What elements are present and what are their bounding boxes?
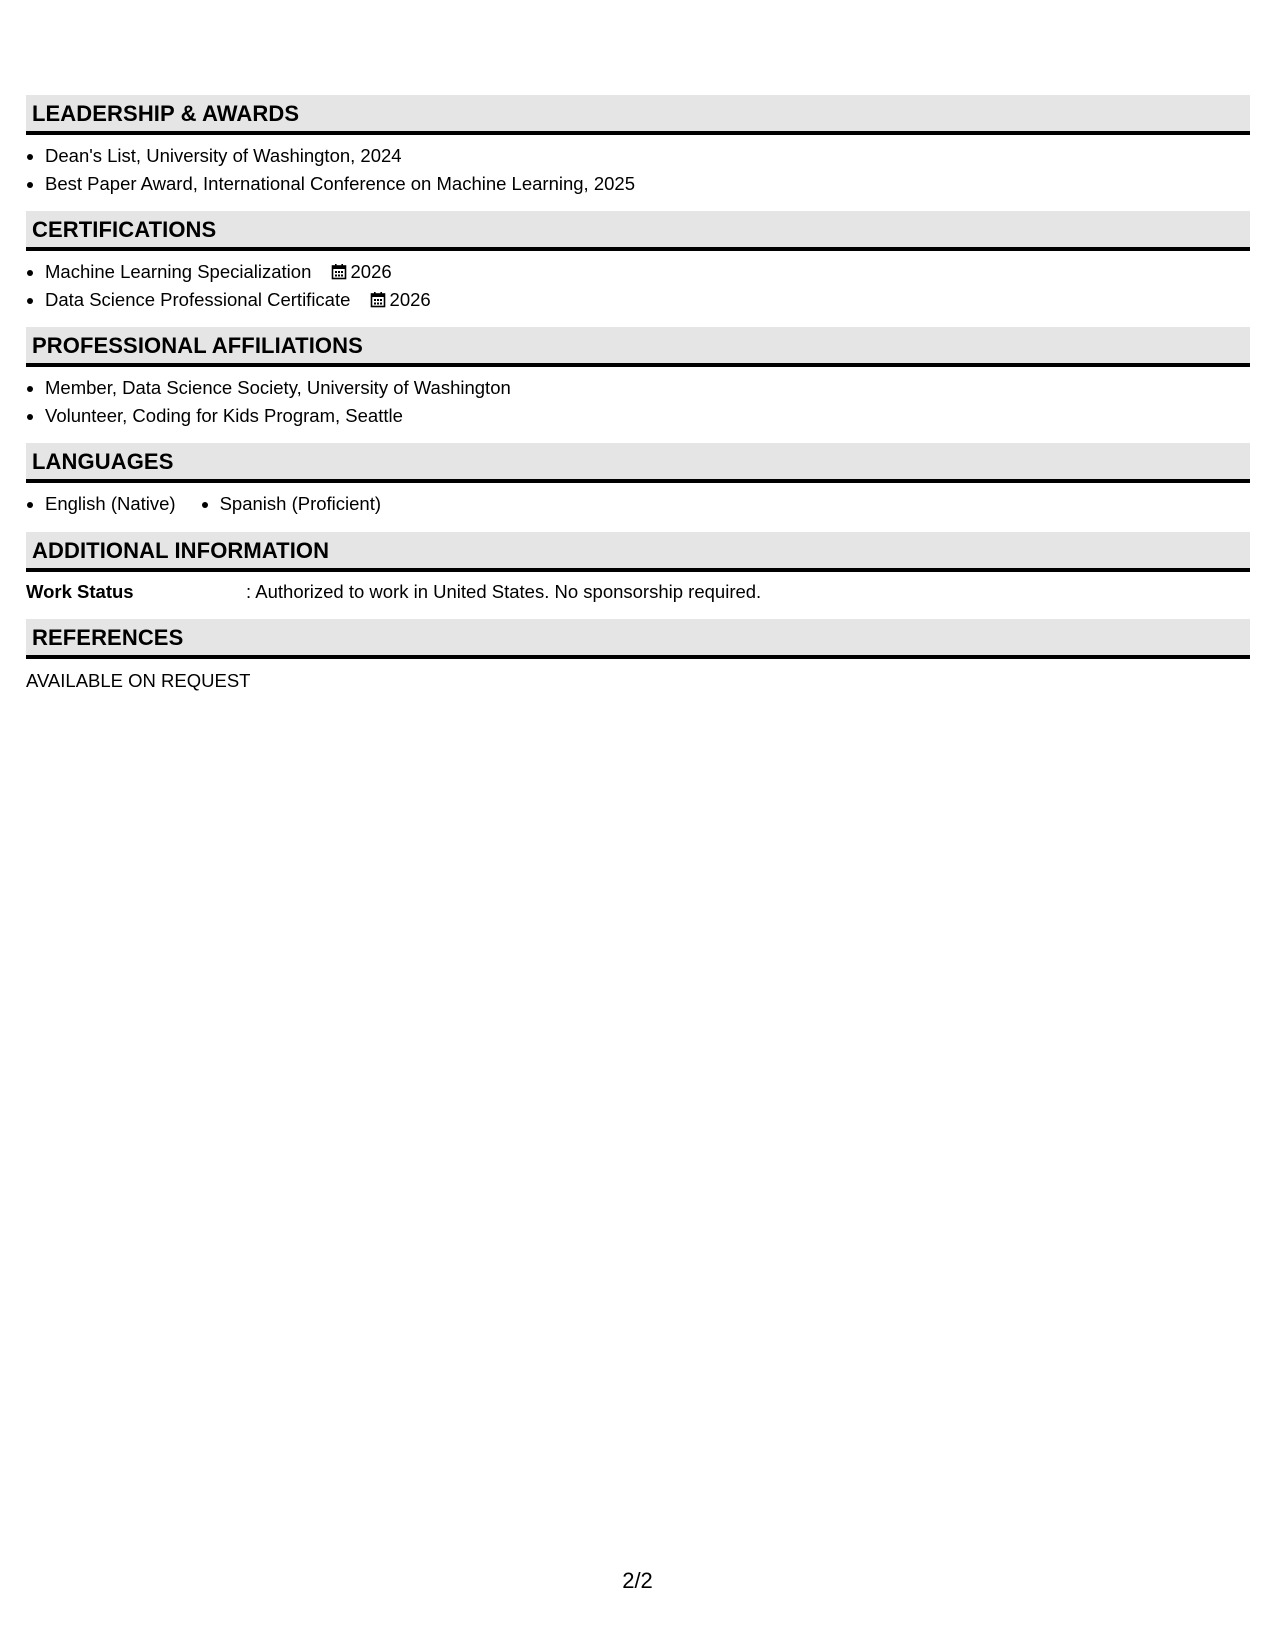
resume-page [26,95,1250,709]
work-status-label: Work Status [26,580,134,602]
list-item: • Volunteer, Coding for Kids Program, Seattle [45,402,1250,430]
list-item [45,258,1250,286]
list-item: • Dean's List, University of Washington, 2024 [45,142,1250,170]
languages-list [26,490,1250,518]
references-text: AVAILABLE ON REQUEST [26,670,251,691]
certification-date [331,261,392,282]
certification-year: 2026 [389,288,431,310]
section-professional-affiliations [26,327,1250,429]
calendar-icon [370,291,386,308]
section-languages [26,443,1250,518]
work-status-value: : Authorized to work in United States. No sponsorship required. [246,580,762,602]
page-number: 2/2 [622,1568,653,1593]
section-references [26,619,1250,695]
section-title: LANGUAGES [26,443,1250,483]
section-title: LEADERSHIP & AWARDS [26,95,1250,135]
leadership-list [26,142,1250,197]
certification-name: Machine Learning Specialization [45,261,312,282]
calendar-icon [331,263,347,280]
section-additional-information [26,532,1250,606]
list-item [45,286,1250,314]
certifications-list [26,258,1250,313]
certification-date [370,289,431,310]
section-certifications [26,211,1250,313]
section-leadership-awards [26,95,1250,197]
section-title: PROFESSIONAL AFFILIATIONS [26,327,1250,367]
section-title: REFERENCES [26,619,1250,659]
work-status-row [26,578,1250,606]
list-item: • English (Native) [45,490,176,518]
list-item: • Spanish (Proficient) [220,490,381,518]
section-title: CERTIFICATIONS [26,211,1250,251]
certification-year: 2026 [350,261,392,282]
list-item: • Member, Data Science Society, University of Washington [45,374,1250,402]
section-title: ADDITIONAL INFORMATION [26,532,1250,572]
certification-name: Data Science Professional Certificate [45,288,351,310]
affiliations-list [26,374,1250,429]
list-item: • Best Paper Award, International Conference on Machine Learning, 2025 [45,170,1250,198]
